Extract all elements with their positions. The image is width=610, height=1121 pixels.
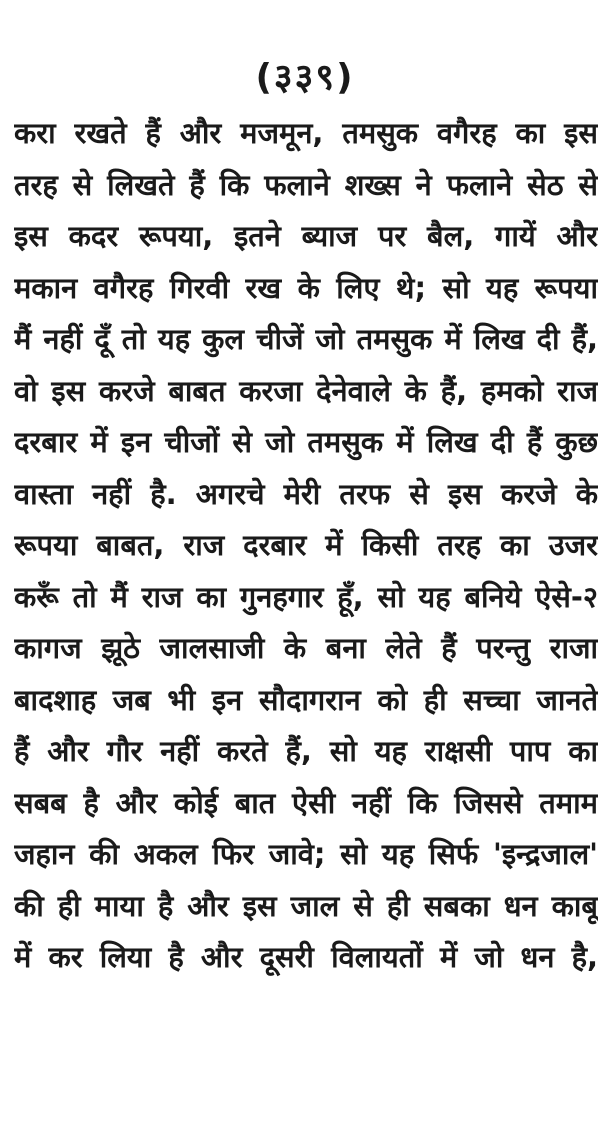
text-line-14: सबब है और कोई बात ऐसी नहीं कि जिससे तमाम [14,785,598,820]
text-line-7: दरबार में इन चीजों से जो तमसुक में लिख दी हैं कुछ [14,425,598,459]
text-line-16: की ही माया है और इस जाल से ही सबका धन काबू [14,888,598,923]
text-line-9: रूपया बाबत, राज दरबार में किसी तरह का उजर [14,528,598,562]
text-line-12: बादशाह जब भी इन सौदागरान को ही सच्चा जानते [14,682,598,717]
text-line-4: मकान वगैरह गिरवी रख के लिए थे; सो यह रूपया [14,270,598,305]
text-line-5: मैं नहीं दूँ तो यह कुल चीजें जो तमसुक में लिख दी हैं, [14,322,598,356]
text-line-8: वास्ता नहीं है. अगरचे मेरी तरफ से इस करजे के [14,476,598,511]
text-line-15: जहान की अकल फिर जावे; सो यह सिर्फ 'इन्द्रजाल' [14,837,598,871]
text-line-2: तरह से लिखते हैं कि फलाने शख्स ने फलाने सेठ से [14,167,598,202]
body-text [14,108,598,984]
text-line-6: वो इस करजे बाबत करजा देनेवाले के हैं, हमको राज [14,373,598,408]
text-line-17: में कर लिया है और दूसरी विलायतों में जो धन है, [14,940,598,974]
text-line-10: करूँ तो मैं राज का गुनहगार हूँ, सो यह बनिये ऐसे-२ [14,579,598,614]
text-line-11: कागज झूठे जालसाजी के बना लेते हैं परन्तु राजा [14,631,598,665]
text-line-3: इस कदर रूपया, इतने ब्याज पर बैल, गायें और [14,219,598,253]
text-line-13: हैं और गौर नहीं करते हैं, सो यह राक्षसी पाप का [14,734,598,768]
text-line-1: करा रखते हैं और मजमून, तमसुक वगैरह का इस [14,116,598,150]
page-number: (३३९) [255,57,355,98]
